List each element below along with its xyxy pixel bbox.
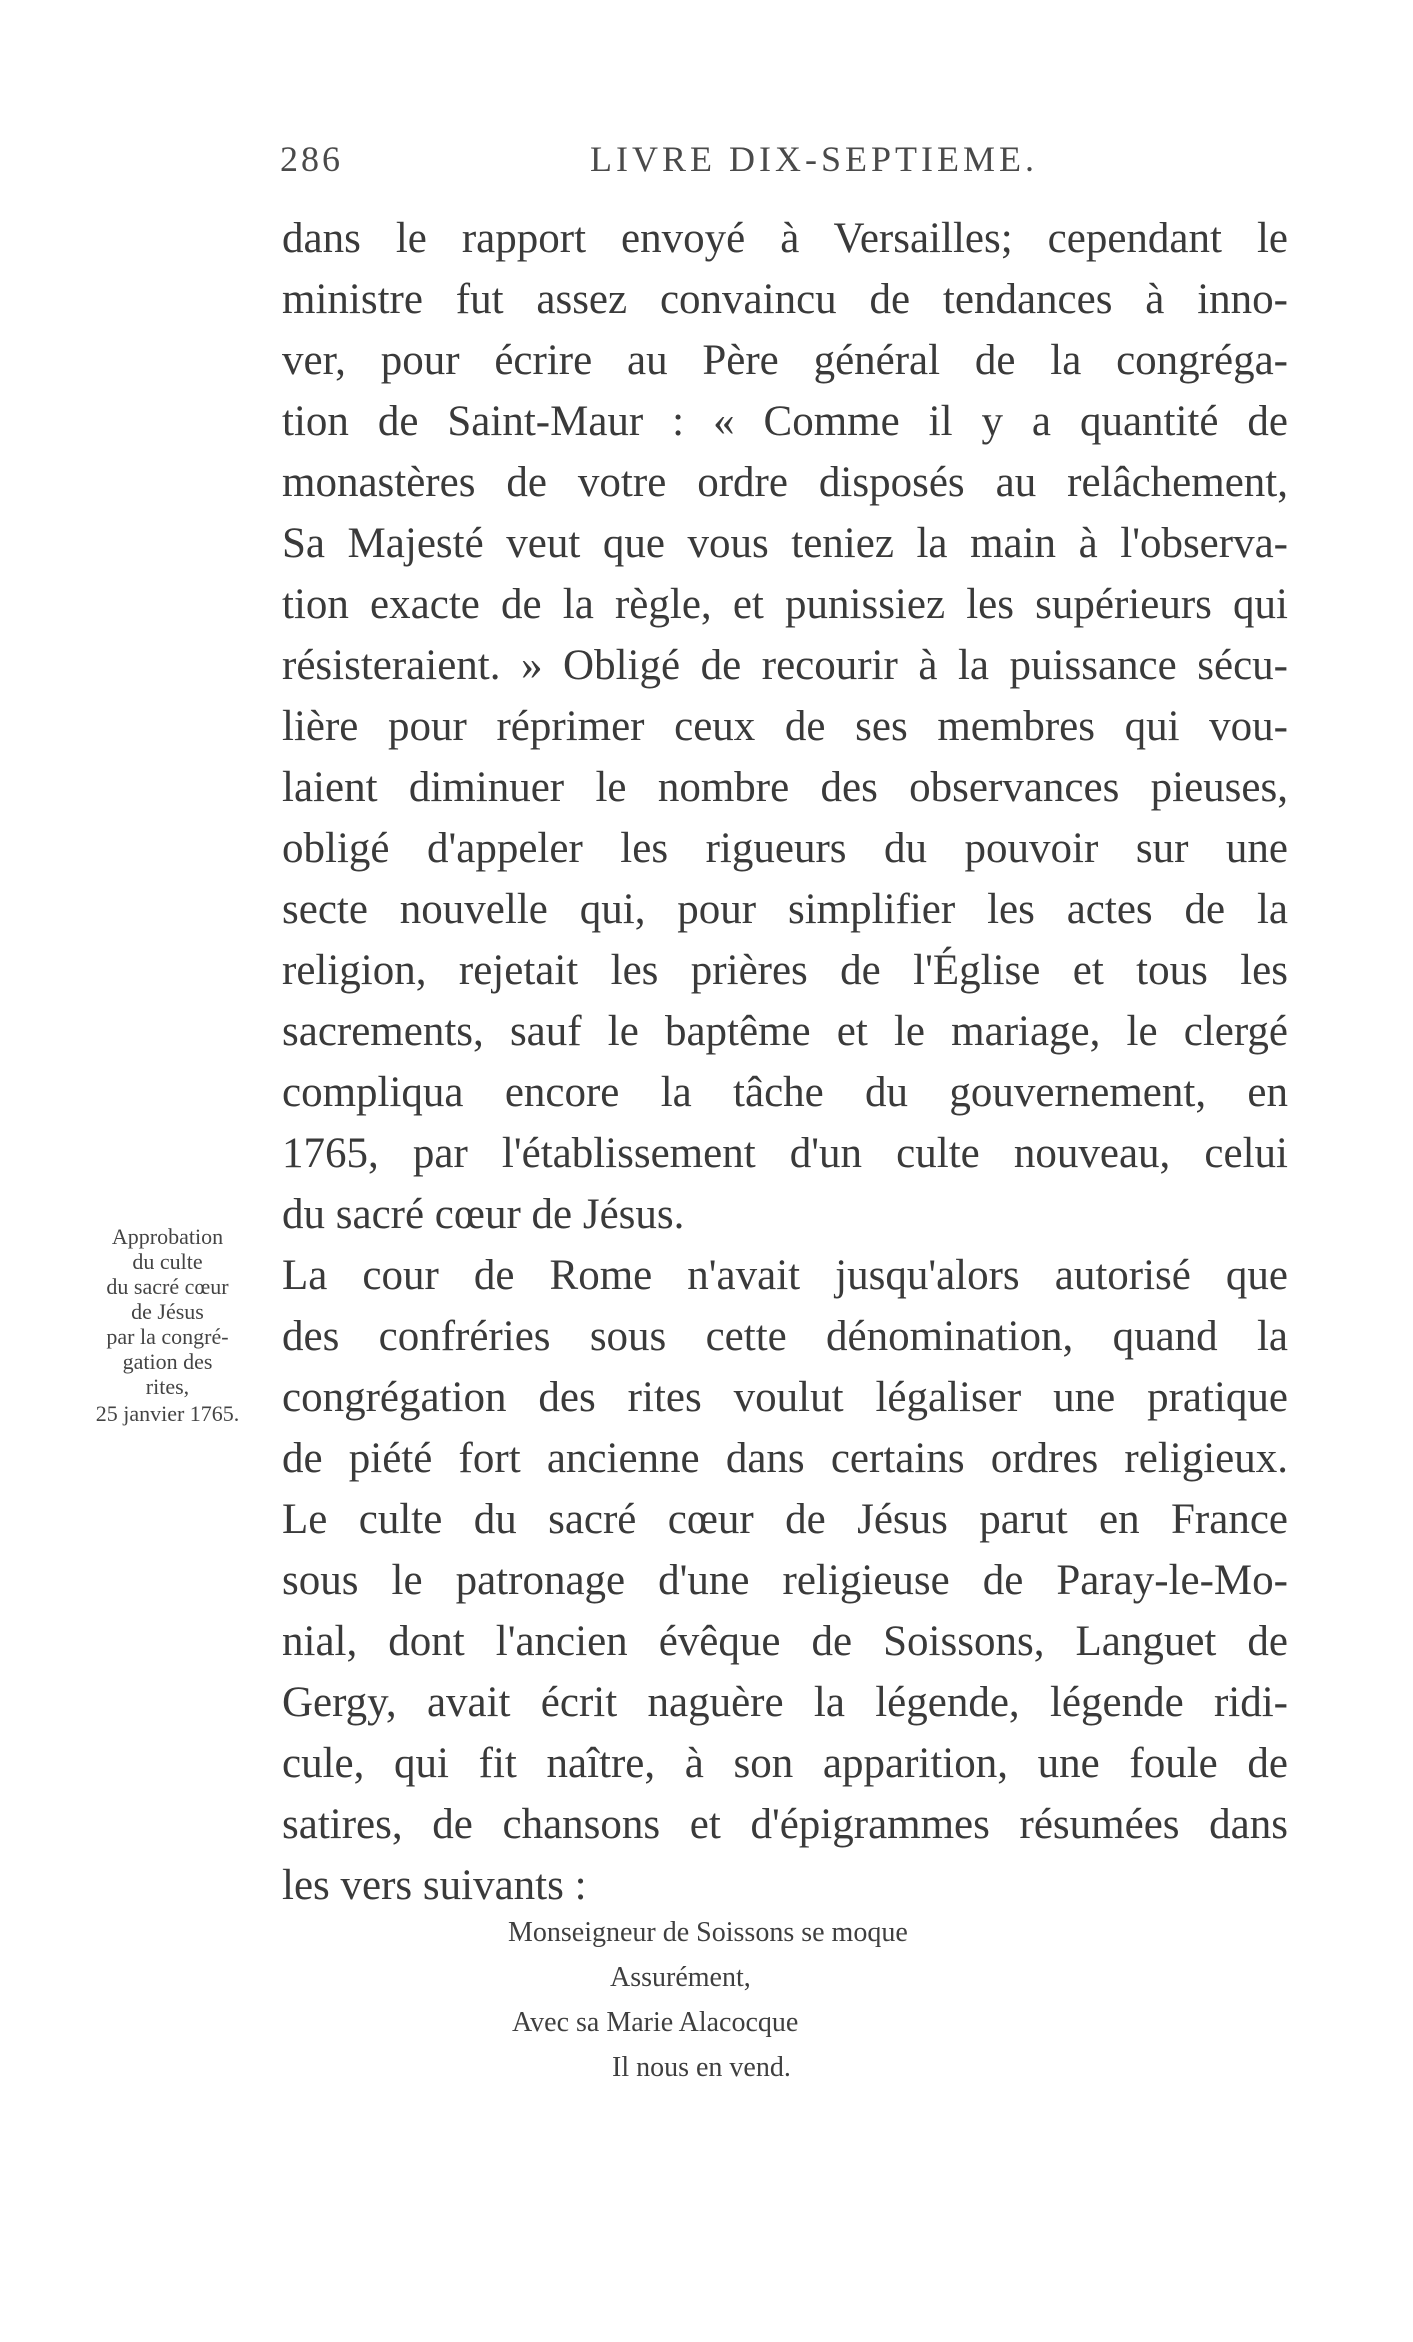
text-line: cule, qui fit naître, à son apparition, une foule de	[282, 1740, 1288, 1787]
text-line: compliqua encore la tâche du gouvernement, en	[282, 1069, 1288, 1116]
text-line: de piété fort ancienne dans certains ordres religieux.	[282, 1435, 1288, 1482]
text-line: Gergy, avait écrit naguère la légende, légende ridi-	[282, 1679, 1288, 1726]
text-line: secte nouvelle qui, pour simplifier les actes de la	[282, 886, 1288, 933]
text-line: des confréries sous cette dénomination, quand la	[282, 1313, 1288, 1360]
text-line: satires, de chansons et d'épigrammes résumées dans	[282, 1801, 1288, 1848]
margin-note-line: Approbation	[111, 1224, 224, 1249]
text-line: laient diminuer le nombre des observances pieuses,	[282, 764, 1288, 811]
verse-line: Monseigneur de Soissons se moque	[508, 1917, 908, 1948]
text-line: les vers suivants :	[282, 1862, 587, 1909]
running-title: LIVRE DIX-SEPTIEME.	[590, 139, 1038, 179]
verse-line: Il nous en vend.	[612, 2052, 791, 2083]
text-line: religion, rejetait les prières de l'Église et tous les	[282, 947, 1288, 994]
text-line: tion de Saint-Maur : « Comme il y a quantité de	[282, 398, 1288, 445]
text-line: résisteraient. » Obligé de recourir à la puissance sécu-	[282, 642, 1288, 689]
margin-note-line: du culte	[132, 1249, 203, 1274]
text-line: ver, pour écrire au Père général de la congréga-	[282, 337, 1288, 384]
body-text	[282, 208, 1288, 1916]
text-line: du sacré cœur de Jésus.	[282, 1191, 685, 1238]
margin-note-line: rites,	[145, 1374, 190, 1399]
margin-note	[70, 1224, 265, 1426]
page-header	[280, 138, 1290, 188]
text-line: Sa Majesté veut que vous teniez la main à l'observa-	[282, 520, 1288, 567]
text-line: sacrements, sauf le baptême et le mariage, le clergé	[282, 1008, 1288, 1055]
margin-note-line: gation des	[122, 1349, 213, 1374]
margin-note-line: de Jésus	[131, 1299, 204, 1324]
verse-quote	[500, 1910, 1060, 2090]
text-line: La cour de Rome n'avait jusqu'alors autorisé que	[282, 1252, 1288, 1299]
text-line: monastères de votre ordre disposés au relâchement,	[282, 459, 1288, 506]
text-line: sous le patronage d'une religieuse de Paray-le-Mo-	[282, 1557, 1288, 1604]
text-line: nial, dont l'ancien évêque de Soissons, Languet de	[282, 1618, 1288, 1665]
text-line: congrégation des rites voulut légaliser une pratique	[282, 1374, 1288, 1421]
page-number: 286	[280, 139, 343, 179]
text-line: ministre fut assez convaincu de tendances à inno-	[282, 276, 1288, 323]
verse-line: Avec sa Marie Alacocque	[512, 2007, 799, 2038]
text-line: 1765, par l'établissement d'un culte nouveau, celui	[282, 1130, 1288, 1177]
margin-note-line: par la congré-	[106, 1324, 229, 1349]
margin-note-line: du sacré cœur	[106, 1274, 229, 1299]
text-line: tion exacte de la règle, et punissiez les supérieurs qui	[282, 581, 1288, 628]
text-line: Le culte du sacré cœur de Jésus parut en France	[282, 1496, 1288, 1543]
text-line: lière pour réprimer ceux de ses membres qui vou-	[282, 703, 1288, 750]
verse-line: Assurément,	[610, 1962, 751, 1993]
text-line: dans le rapport envoyé à Versailles; cependant le	[282, 215, 1288, 262]
text-line: obligé d'appeler les rigueurs du pouvoir sur une	[282, 825, 1288, 872]
margin-note-date: 25 janvier 1765.	[95, 1401, 240, 1426]
